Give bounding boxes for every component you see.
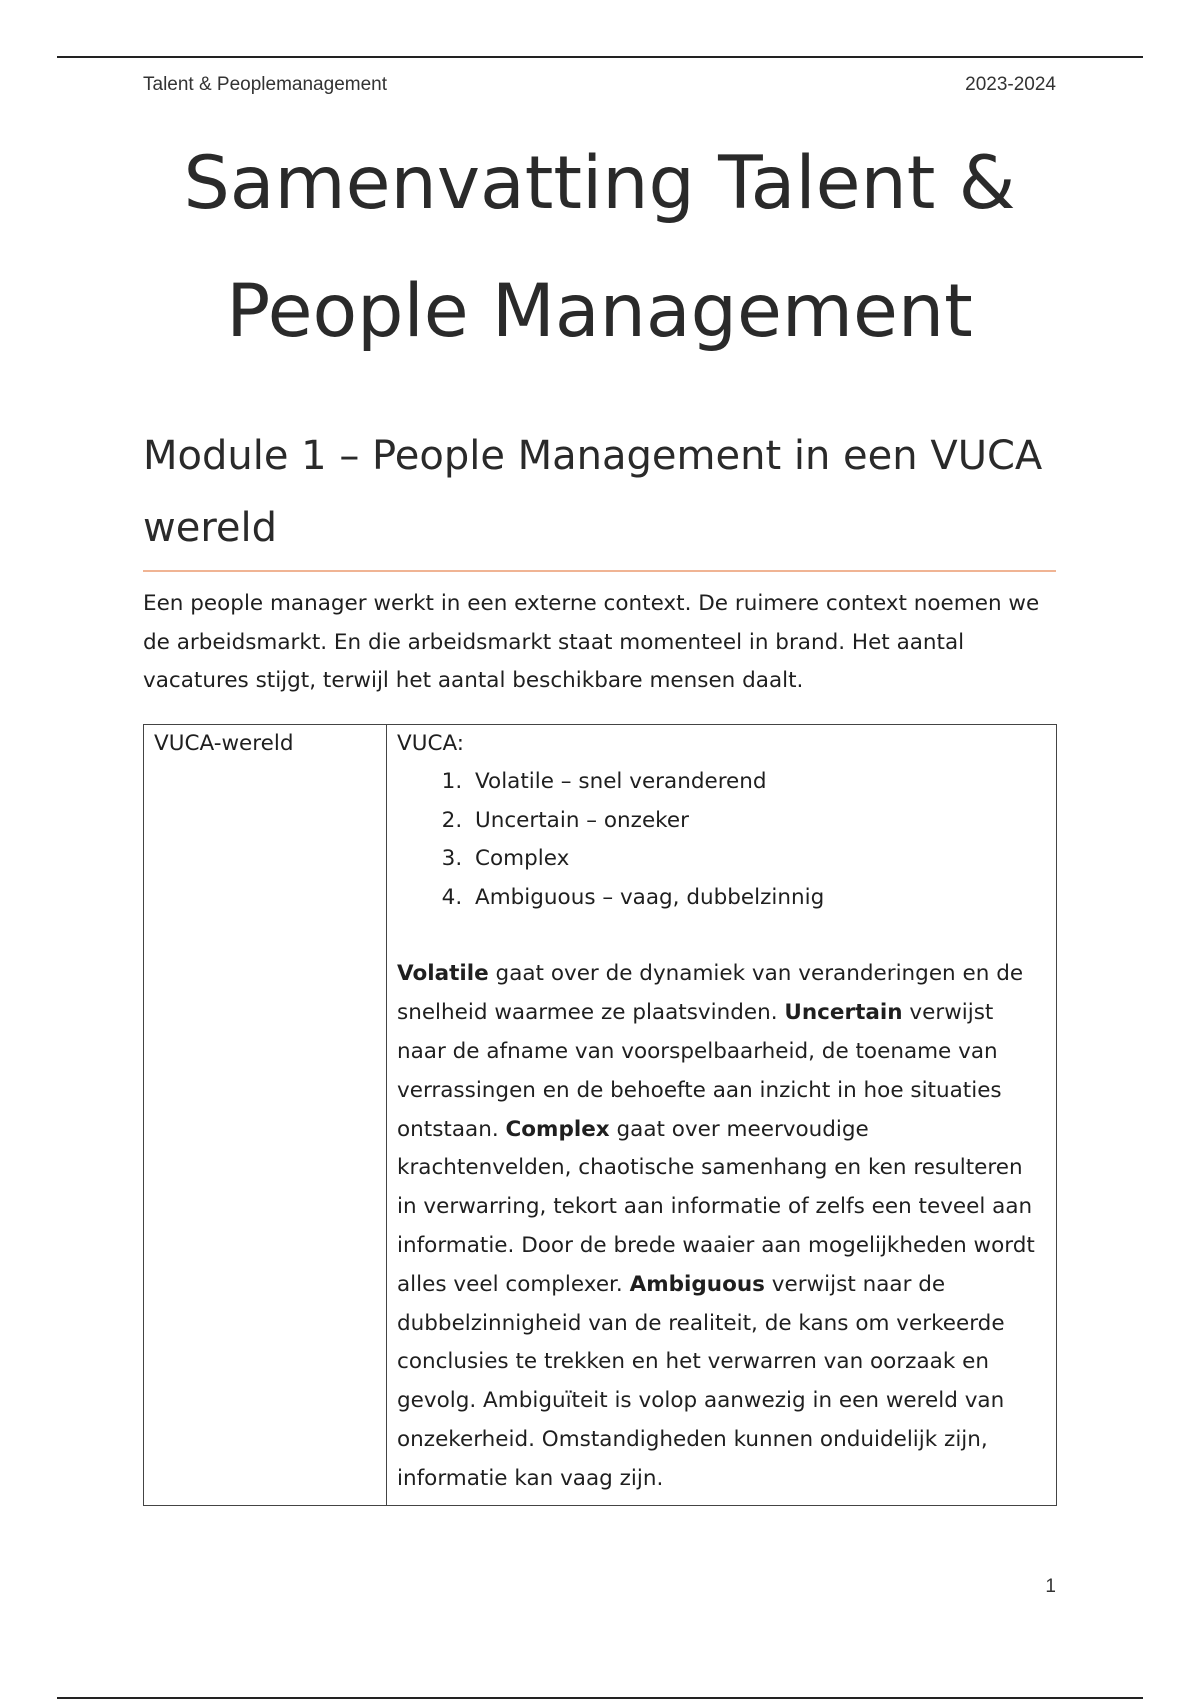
- module-heading: Module 1 – People Management in een VUCA wereld: [143, 420, 1056, 572]
- list-item: 4. Ambiguous – vaag, dubbelzinnig: [469, 879, 1046, 918]
- desc-volatile: gaat over de dynamiek van veranderingen en de snelheid waarmee ze plaatsvinden.: [397, 961, 1024, 1026]
- document-title: Samenvatting Talent & People Management: [183, 141, 1016, 354]
- list-item: 2. Uncertain – onzeker: [469, 802, 1046, 841]
- desc-uncertain: verwijst naar de afname van voorspelbaarheid, de toename van verrassingen en de behoefte aan inzicht in hoe situaties ontstaan.: [397, 1000, 1002, 1142]
- vuca-list: [397, 763, 1046, 917]
- desc-complex: gaat over meervoudige krachtenvelden, chaotische samenhang en ken resulteren in verwarring, tekort aan informatie of zelfs een teveel aan informatie. Door de brede waaier aan mogelijkheden wordt alles veel complexer.: [397, 1116, 1035, 1297]
- vuca-label: VUCA:: [397, 731, 465, 756]
- desc-ambiguous: verwijst naar de dubbelzinnigheid van de realiteit, de kans om verkeerde conclusies te trekken en het verwarren van oorzaak en gevolg. Ambiguïteit is volop aanwezig in een wereld van onzekerheid. Omstandigheden kunnen onduidelijk zijn, informatie kan vaag zijn.: [397, 1271, 1005, 1491]
- table-cell-term: [144, 725, 387, 1506]
- page-header: [143, 74, 1056, 96]
- term-label: VUCA-wereld: [154, 731, 294, 756]
- header-course-name: Talent & Peoplemanagement: [143, 74, 387, 95]
- header-rule: [57, 56, 1143, 58]
- term-uncertain: Uncertain: [784, 1000, 903, 1026]
- list-item: 1. Volatile – snel veranderend: [469, 763, 1046, 802]
- table-row: [144, 725, 1057, 1506]
- footer-rule: [57, 1697, 1143, 1699]
- term-complex: Complex: [505, 1116, 610, 1142]
- table-cell-definition: [387, 725, 1057, 1506]
- term-ambiguous: Ambiguous: [629, 1271, 765, 1297]
- page-number: 1: [1045, 1576, 1056, 1597]
- header-academic-year: 2023-2024: [965, 74, 1056, 95]
- list-item: 3. Complex: [469, 840, 1046, 879]
- vuca-table: [143, 724, 1057, 1506]
- term-volatile: Volatile: [397, 961, 489, 987]
- vuca-description: [397, 955, 1046, 1498]
- intro-paragraph: Een people manager werkt in een externe context. De ruimere context noemen we de arbeidsmarkt. En die arbeidsmarkt staat momenteel in brand. Het aantal vacatures stijgt, terwijl het aantal beschikbare mensen daalt.: [143, 591, 1040, 693]
